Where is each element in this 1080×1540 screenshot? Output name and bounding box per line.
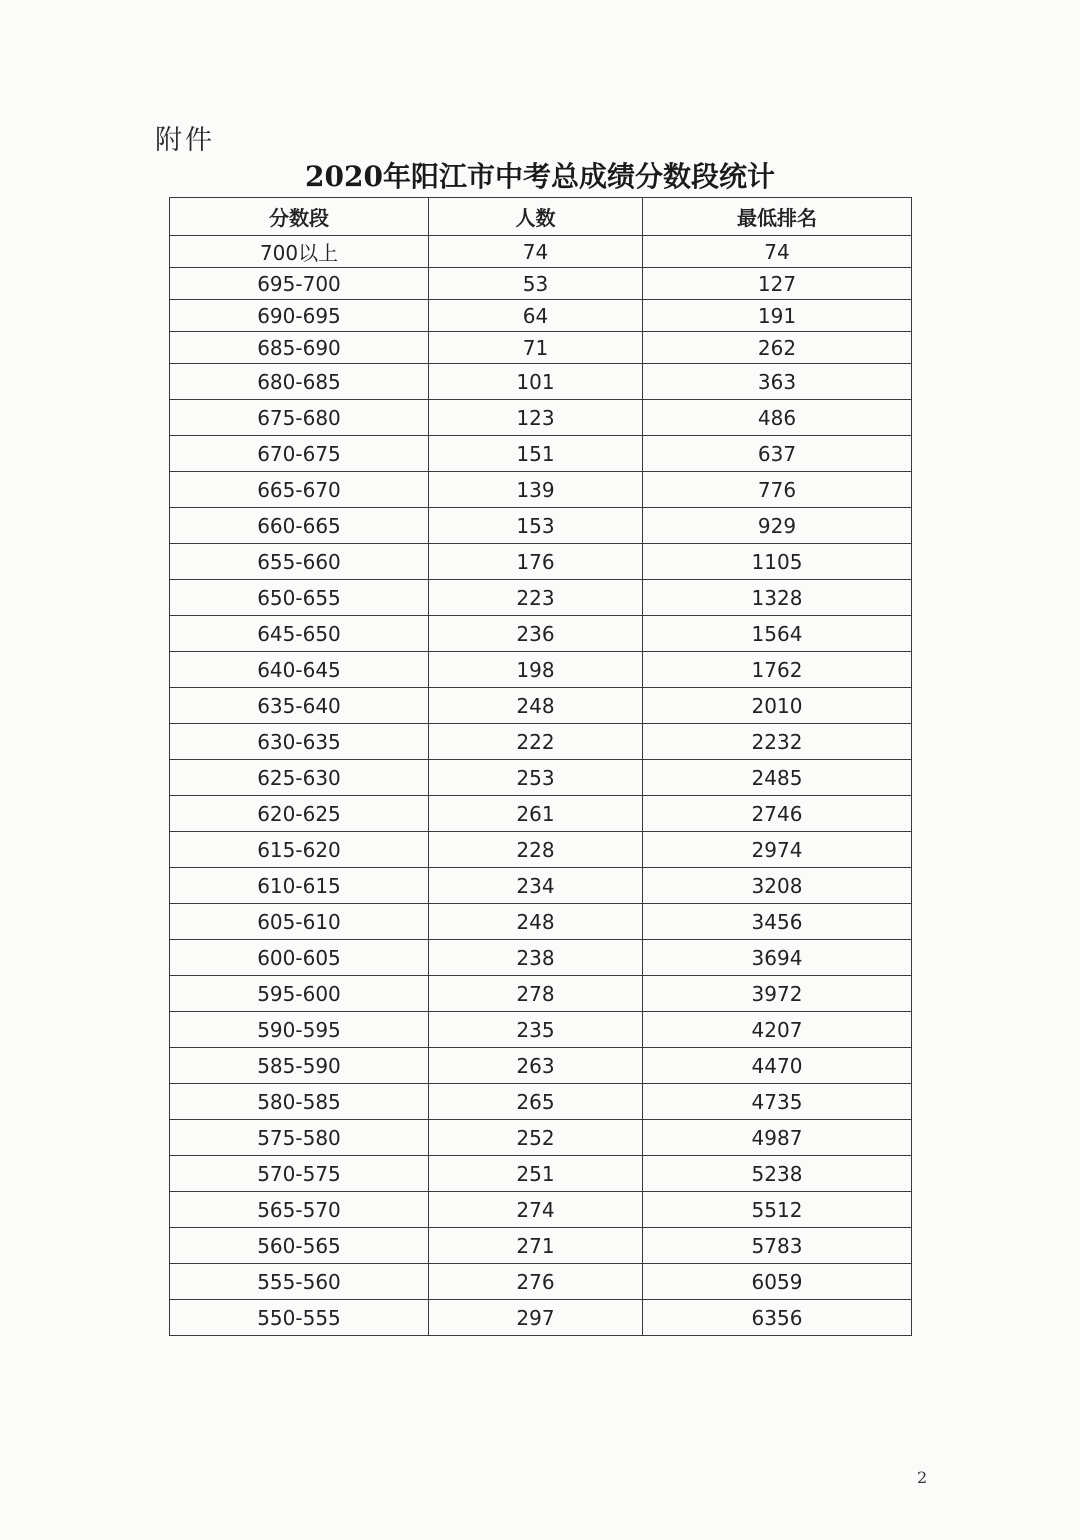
score-range-cell: 670-675 — [170, 436, 429, 472]
score-range-cell: 565-570 — [170, 1192, 429, 1228]
count-cell: 123 — [429, 400, 643, 436]
table-row — [170, 616, 912, 652]
score-range-cell: 675-680 — [170, 400, 429, 436]
count-cell: 153 — [429, 508, 643, 544]
table-row — [170, 868, 912, 904]
score-distribution-table — [169, 197, 912, 1336]
table-row — [170, 904, 912, 940]
count-cell: 297 — [429, 1300, 643, 1336]
score-range-cell: 625-630 — [170, 760, 429, 796]
lowest-rank-cell: 6059 — [643, 1264, 912, 1300]
table-row — [170, 1084, 912, 1120]
count-cell: 234 — [429, 868, 643, 904]
lowest-rank-cell: 262 — [643, 332, 912, 364]
count-cell: 53 — [429, 268, 643, 300]
lowest-rank-cell: 2010 — [643, 688, 912, 724]
lowest-rank-cell: 3208 — [643, 868, 912, 904]
lowest-rank-cell: 1564 — [643, 616, 912, 652]
table-row — [170, 976, 912, 1012]
count-cell: 261 — [429, 796, 643, 832]
lowest-rank-cell: 3972 — [643, 976, 912, 1012]
table-row — [170, 472, 912, 508]
count-cell: 101 — [429, 364, 643, 400]
count-cell: 248 — [429, 688, 643, 724]
score-range-cell: 580-585 — [170, 1084, 429, 1120]
table-row — [170, 1192, 912, 1228]
score-range-cell: 665-670 — [170, 472, 429, 508]
lowest-rank-cell: 1762 — [643, 652, 912, 688]
table-row — [170, 236, 912, 268]
count-cell: 274 — [429, 1192, 643, 1228]
score-range-cell: 590-595 — [170, 1012, 429, 1048]
lowest-rank-cell: 4735 — [643, 1084, 912, 1120]
count-cell: 236 — [429, 616, 643, 652]
lowest-rank-cell: 5783 — [643, 1228, 912, 1264]
lowest-rank-cell: 3694 — [643, 940, 912, 976]
score-range-cell: 660-665 — [170, 508, 429, 544]
lowest-rank-cell: 5238 — [643, 1156, 912, 1192]
score-range-cell: 695-700 — [170, 268, 429, 300]
table-row — [170, 796, 912, 832]
lowest-rank-cell: 6356 — [643, 1300, 912, 1336]
lowest-rank-cell: 127 — [643, 268, 912, 300]
score-range-cell: 600-605 — [170, 940, 429, 976]
count-cell: 71 — [429, 332, 643, 364]
table-row — [170, 1264, 912, 1300]
table-row — [170, 688, 912, 724]
table-row — [170, 760, 912, 796]
lowest-rank-cell: 929 — [643, 508, 912, 544]
score-range-cell: 610-615 — [170, 868, 429, 904]
score-range-cell: 575-580 — [170, 1120, 429, 1156]
table-row — [170, 332, 912, 364]
table-header-row — [170, 198, 912, 236]
lowest-rank-cell: 191 — [643, 300, 912, 332]
lowest-rank-cell: 74 — [643, 236, 912, 268]
score-range-cell: 605-610 — [170, 904, 429, 940]
score-range-cell: 550-555 — [170, 1300, 429, 1336]
score-range-cell: 685-690 — [170, 332, 429, 364]
score-range-cell: 645-650 — [170, 616, 429, 652]
score-range-cell: 640-645 — [170, 652, 429, 688]
count-cell: 263 — [429, 1048, 643, 1084]
score-range-cell: 650-655 — [170, 580, 429, 616]
count-cell: 228 — [429, 832, 643, 868]
count-cell: 252 — [429, 1120, 643, 1156]
document-title: 2020年阳江市中考总成绩分数段统计 — [305, 160, 775, 193]
count-cell: 238 — [429, 940, 643, 976]
table-body — [170, 236, 912, 1336]
lowest-rank-cell: 637 — [643, 436, 912, 472]
lowest-rank-cell: 363 — [643, 364, 912, 400]
count-cell: 151 — [429, 436, 643, 472]
lowest-rank-cell: 2485 — [643, 760, 912, 796]
header-lowest-rank: 最低排名 — [643, 198, 912, 236]
score-range-cell: 655-660 — [170, 544, 429, 580]
lowest-rank-cell: 3456 — [643, 904, 912, 940]
count-cell: 139 — [429, 472, 643, 508]
table-row — [170, 364, 912, 400]
count-cell: 271 — [429, 1228, 643, 1264]
table-row — [170, 1156, 912, 1192]
count-cell: 265 — [429, 1084, 643, 1120]
count-cell: 251 — [429, 1156, 643, 1192]
score-range-cell: 630-635 — [170, 724, 429, 760]
lowest-rank-cell: 4207 — [643, 1012, 912, 1048]
count-cell: 176 — [429, 544, 643, 580]
score-range-cell: 615-620 — [170, 832, 429, 868]
lowest-rank-cell: 1105 — [643, 544, 912, 580]
score-range-cell: 585-590 — [170, 1048, 429, 1084]
lowest-rank-cell: 2746 — [643, 796, 912, 832]
table-row — [170, 580, 912, 616]
header-count: 人数 — [429, 198, 643, 236]
count-cell: 278 — [429, 976, 643, 1012]
table-row — [170, 436, 912, 472]
table-row — [170, 652, 912, 688]
table-row — [170, 724, 912, 760]
lowest-rank-cell: 2974 — [643, 832, 912, 868]
score-range-cell: 570-575 — [170, 1156, 429, 1192]
table-row — [170, 832, 912, 868]
score-range-cell: 680-685 — [170, 364, 429, 400]
lowest-rank-cell: 4470 — [643, 1048, 912, 1084]
table-row — [170, 1048, 912, 1084]
lowest-rank-cell: 5512 — [643, 1192, 912, 1228]
table-row — [170, 1228, 912, 1264]
page-number: 2 — [917, 1468, 928, 1487]
count-cell: 74 — [429, 236, 643, 268]
count-cell: 276 — [429, 1264, 643, 1300]
header-score-range: 分数段 — [170, 198, 429, 236]
lowest-rank-cell: 2232 — [643, 724, 912, 760]
score-range-cell: 635-640 — [170, 688, 429, 724]
count-cell: 235 — [429, 1012, 643, 1048]
score-range-cell: 620-625 — [170, 796, 429, 832]
score-range-cell: 690-695 — [170, 300, 429, 332]
table-row — [170, 1120, 912, 1156]
score-range-cell: 595-600 — [170, 976, 429, 1012]
count-cell: 64 — [429, 300, 643, 332]
table-row — [170, 1300, 912, 1336]
score-range-cell: 560-565 — [170, 1228, 429, 1264]
table-row — [170, 268, 912, 300]
table-row — [170, 400, 912, 436]
attachment-label: 附件 — [155, 125, 215, 156]
lowest-rank-cell: 1328 — [643, 580, 912, 616]
count-cell: 248 — [429, 904, 643, 940]
table-row — [170, 1012, 912, 1048]
count-cell: 222 — [429, 724, 643, 760]
table-row — [170, 300, 912, 332]
table-row — [170, 544, 912, 580]
lowest-rank-cell: 486 — [643, 400, 912, 436]
table-row — [170, 508, 912, 544]
count-cell: 198 — [429, 652, 643, 688]
count-cell: 253 — [429, 760, 643, 796]
count-cell: 223 — [429, 580, 643, 616]
score-range-cell: 700以上 — [170, 236, 429, 268]
lowest-rank-cell: 776 — [643, 472, 912, 508]
score-range-cell: 555-560 — [170, 1264, 429, 1300]
table-row — [170, 940, 912, 976]
lowest-rank-cell: 4987 — [643, 1120, 912, 1156]
